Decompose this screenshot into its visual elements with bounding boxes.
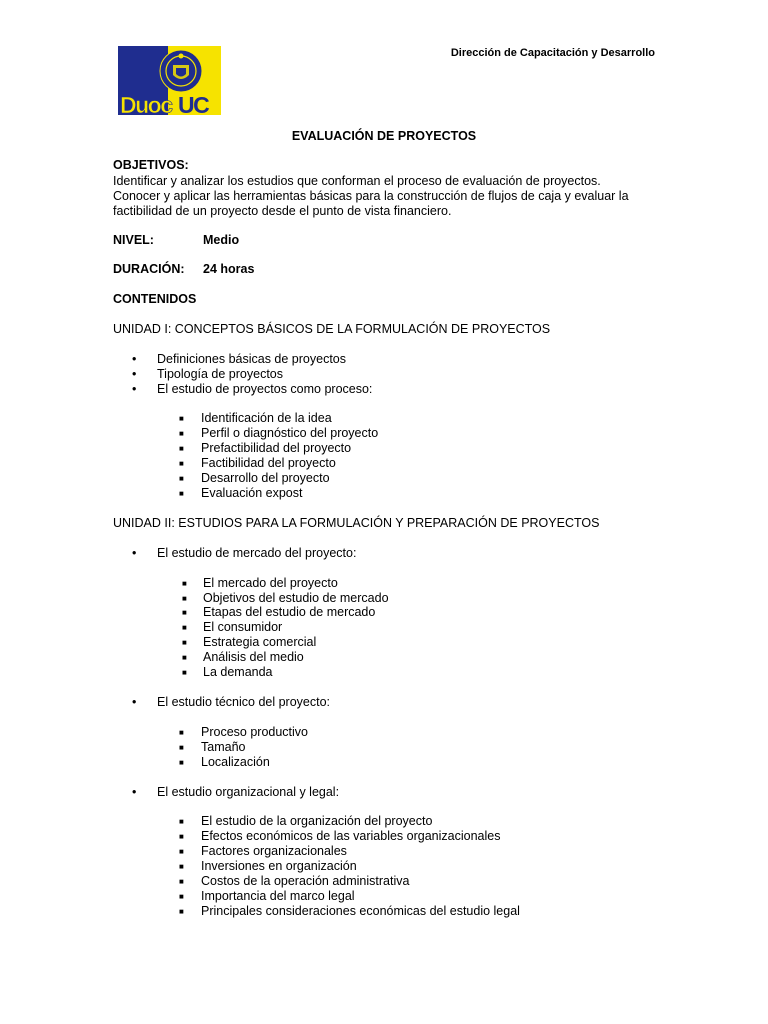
- square-bullet-icon: ■: [182, 594, 187, 603]
- square-bullet-icon: ■: [182, 668, 187, 677]
- duracion-label: DURACIÓN:: [113, 262, 185, 276]
- sub-list-item: Factibilidad del proyecto: [201, 456, 336, 470]
- square-bullet-icon: ■: [179, 832, 184, 841]
- objectives-line-3: factibilidad de un proyecto desde el punto de vista financiero.: [113, 204, 452, 218]
- square-bullet-icon: ■: [179, 758, 184, 767]
- contenidos-heading: CONTENIDOS: [113, 292, 197, 306]
- bullet-icon: •: [132, 367, 137, 381]
- duocuc-logo-graphic: [118, 46, 221, 115]
- list-item: Definiciones básicas de proyectos: [157, 352, 346, 366]
- objectives-line-1: Identificar y analizar los estudios que conforman el proceso de evaluación de proyectos.: [113, 174, 601, 188]
- sub-list-item: Perfil o diagnóstico del proyecto: [201, 426, 379, 440]
- list-item: El estudio técnico del proyecto:: [157, 695, 331, 709]
- nivel-label: NIVEL:: [113, 233, 154, 247]
- sub-list-item: Evaluación expost: [201, 486, 303, 500]
- square-bullet-icon: ■: [182, 623, 187, 632]
- square-bullet-icon: ■: [179, 474, 184, 483]
- nivel-value: Medio: [203, 233, 240, 247]
- square-bullet-icon: ■: [182, 579, 187, 588]
- sub-list-item: Etapas del estudio de mercado: [203, 605, 376, 619]
- square-bullet-icon: ■: [179, 489, 184, 498]
- square-bullet-icon: ■: [182, 608, 187, 617]
- square-bullet-icon: ■: [179, 862, 184, 871]
- organization-name: Dirección de Capacitación y Desarrollo: [450, 47, 655, 59]
- sub-list-item: Inversiones en organización: [201, 859, 357, 873]
- document-title: EVALUACIÓN DE PROYECTOS: [291, 129, 477, 143]
- sub-list-item: El consumidor: [203, 620, 283, 634]
- sub-list-item: El mercado del proyecto: [203, 576, 338, 590]
- sub-list-item: Estrategia comercial: [203, 635, 317, 649]
- sub-list-item: Identificación de la idea: [201, 411, 332, 425]
- square-bullet-icon: ■: [179, 728, 184, 737]
- duracion-value: 24 horas: [203, 262, 255, 276]
- square-bullet-icon: ■: [179, 847, 184, 856]
- square-bullet-icon: ■: [179, 877, 184, 886]
- sub-list-item: Análisis del medio: [203, 650, 304, 664]
- list-item: Tipología de proyectos: [157, 367, 284, 381]
- list-item: El estudio de mercado del proyecto:: [157, 546, 357, 560]
- square-bullet-icon: ■: [179, 429, 184, 438]
- square-bullet-icon: ■: [179, 817, 184, 826]
- sub-list-item: Tamaño: [201, 740, 246, 754]
- square-bullet-icon: ■: [182, 653, 187, 662]
- sub-list-item: Prefactibilidad del proyecto: [201, 441, 352, 455]
- square-bullet-icon: ■: [179, 444, 184, 453]
- bullet-icon: •: [132, 695, 137, 709]
- sub-list-item: Costos de la operación administrativa: [201, 874, 410, 888]
- square-bullet-icon: ■: [179, 892, 184, 901]
- sub-list-item: Importancia del marco legal: [201, 889, 355, 903]
- duocuc-logo: [118, 46, 221, 115]
- sub-list-item: Localización: [201, 755, 270, 769]
- square-bullet-icon: ■: [179, 459, 184, 468]
- sub-list-item: Principales consideraciones económicas del estudio legal: [201, 904, 520, 918]
- bullet-icon: •: [132, 352, 137, 366]
- objectives-line-2: Conocer y aplicar las herramientas básicas para la construcción de flujos de caja y evaluar la: [113, 189, 629, 203]
- square-bullet-icon: ■: [179, 907, 184, 916]
- svg-text:Duoc: Duoc: [120, 92, 172, 115]
- list-item: El estudio organizacional y legal:: [157, 785, 340, 799]
- bullet-icon: •: [132, 785, 137, 799]
- sub-list-item: Factores organizacionales: [201, 844, 347, 858]
- objectives-label: OBJETIVOS:: [113, 158, 189, 172]
- square-bullet-icon: ■: [182, 638, 187, 647]
- sub-list-item: Efectos económicos de las variables organizacionales: [201, 829, 501, 843]
- sub-list-item: Proceso productivo: [201, 725, 309, 739]
- square-bullet-icon: ■: [179, 414, 184, 423]
- sub-list-item: Desarrollo del proyecto: [201, 471, 330, 485]
- list-item: El estudio de proyectos como proceso:: [157, 382, 373, 396]
- unidad-1-title: UNIDAD I: CONCEPTOS BÁSICOS DE LA FORMULACIÓN DE PROYECTOS: [113, 322, 551, 336]
- sub-list-item: La demanda: [203, 665, 273, 679]
- bullet-icon: •: [132, 546, 137, 560]
- square-bullet-icon: ■: [179, 743, 184, 752]
- sub-list-item: Objetivos del estudio de mercado: [203, 591, 389, 605]
- svg-text:UC: UC: [178, 92, 209, 115]
- bullet-icon: •: [132, 382, 137, 396]
- sub-list-item: El estudio de la organización del proyecto: [201, 814, 433, 828]
- unidad-2-title: UNIDAD II: ESTUDIOS PARA LA FORMULACIÓN Y PREPARACIÓN DE PROYECTOS: [113, 516, 600, 530]
